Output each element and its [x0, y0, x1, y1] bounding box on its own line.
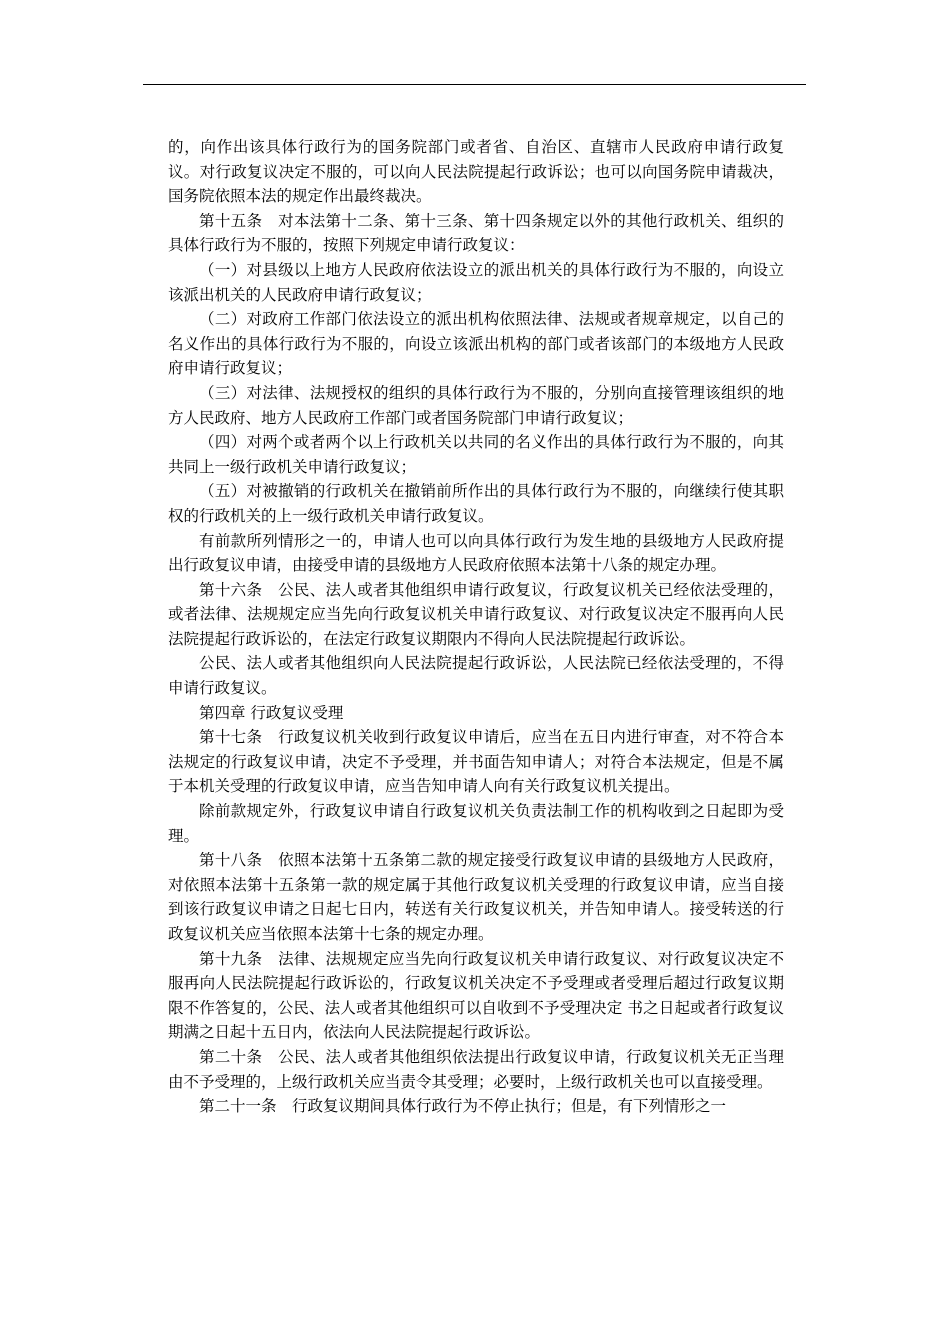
article-17-paragraph: 第十七条 行政复议机关收到行政复议申请后，应当在五日内进行审查，对不符合本法规定的行政复议申请，决定不予受理，并书面告知申请人；对符合本法规定，但是不属于本机关受理的行政复议申请，应当告知申请人向有关行政复议机关提出。 [168, 728, 784, 796]
header-rule [143, 84, 806, 85]
paragraph: 公民、法人或者其他组织向人民法院提起行政诉讼，人民法院已经依法受理的，不得申请行政复议。 [168, 654, 784, 698]
article-15-paragraph: 第十五条 对本法第十二条、第十三条、第十四条规定以外的其他行政机关、组织的具体行政行为不服的，按照下列规定申请行政复议： [168, 211, 784, 255]
article-16-paragraph: 第十六条 公民、法人或者其他组织申请行政复议，行政复议机关已经依法受理的，或者法律、法规规定应当先向行政复议机关申请行政复议、对行政复议决定不服再向人民法院提起行政诉讼的，在法定行政复议期限内不得向人民法院提起行政诉讼。 [168, 580, 784, 648]
list-item-2: （二）对政府工作部门依法设立的派出机构依照法律、法规或者规章规定，以自己的名义作出的具体行政行为不服的，向设立该派出机构的部门或者该部门的本级地方人民政府申请行政复议； [168, 310, 784, 378]
list-item-5: （五）对被撤销的行政机关在撤销前所作出的具体行政行为不服的，向继续行使其职权的行政机关的上一级行政机关申请行政复议。 [168, 482, 784, 525]
article-18-paragraph: 第十八条 依照本法第十五条第二款的规定接受行政复议申请的县级地方人民政府，对依照本法第十五条第一款的规定属于其他行政复议机关受理的行政复议申请，应当自接到该行政复议申请之日起七日内，转送有关行政复议机关，并告知申请人。接受转送的行政复议机关应当依照本法第十七条的规定办理。 [168, 851, 784, 943]
article-21-paragraph: 第二十一条 行政复议期间具体行政行为不停止执行；但是，有下列情形之一 [199, 1097, 727, 1116]
paragraph: 有前款所列情形之一的，申请人也可以向具体行政行为发生地的县级地方人民政府提出行政复议申请，由接受申请的县级地方人民政府依照本法第十八条的规定办理。 [168, 531, 784, 575]
list-item-4: （四）对两个或者两个以上行政机关以共同的名义作出的具体行政行为不服的，向其共同上一级行政机关申请行政复议； [168, 433, 784, 476]
document-body [168, 135, 784, 1119]
paragraph: 的，向作出该具体行政行为的国务院部门或者省、自治区、直辖市人民政府申请行政复议。对行政复议决定不服的，可以向人民法院提起行政诉讼；也可以向国务院申请裁决，国务院依照本法的规定作出最终裁决。 [168, 138, 784, 206]
article-20-paragraph: 第二十条 公民、法人或者其他组织依法提出行政复议申请，行政复议机关无正当理由不予受理的，上级行政机关应当责令其受理；必要时，上级行政机关也可以直接受理。 [168, 1047, 784, 1091]
article-19-paragraph: 第十九条 法律、法规规定应当先向行政复议机关申请行政复议、对行政复议决定不服再向人民法院提起行政诉讼的，行政复议机关决定不予受理或者受理后超过行政复议期限不作答复的，公民、法人或者其他组织可以自收到不予受理决定 书之日起或者行政复议期满之日起十五日内，依法向人民法院提起行政诉讼。 [168, 949, 784, 1042]
list-item-3: （三）对法律、法规授权的组织的具体行政行为不服的，分别向直接管理该组织的地方人民政府、地方人民政府工作部门或者国务院部门申请行政复议； [168, 383, 784, 427]
list-item-1: （一）对县级以上地方人民政府依法设立的派出机关的具体行政行为不服的，向设立该派出机关的人民政府申请行政复议； [168, 260, 784, 304]
paragraph: 除前款规定外，行政复议申请自行政复议机关负责法制工作的机构收到之日起即为受理。 [168, 802, 784, 845]
chapter-heading: 第四章 行政复议受理 [199, 703, 344, 722]
